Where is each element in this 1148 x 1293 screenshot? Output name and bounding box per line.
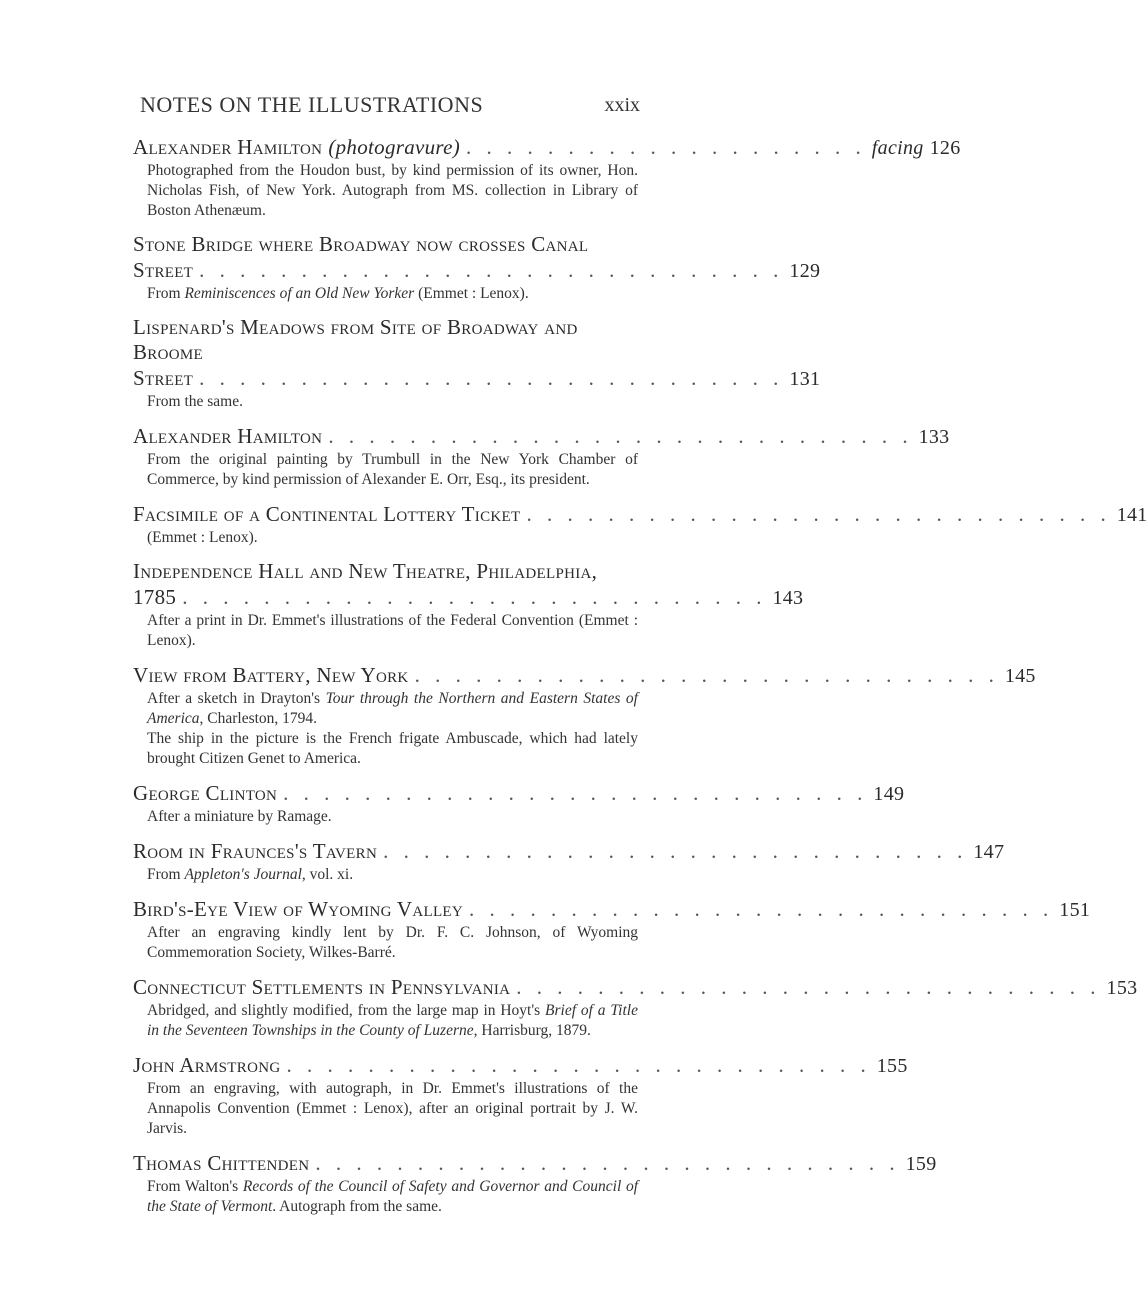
entry-page: 159 [905, 1153, 937, 1175]
running-title: NOTES ON THE ILLUSTRATIONS [140, 92, 484, 117]
entry-title: John Armstrong [133, 1053, 281, 1077]
entry-page: 141 [1116, 504, 1148, 526]
entry-description: From an engraving, with autograph, in Dr. Emmet's illustrations of the Annapolis Convention (Emmet : Lenox), after an original portrait by J. W. Jarvis. [147, 1080, 638, 1137]
entry-description: Photographed from the Houdon bust, by kind permission of its owner, Hon. Nicholas Fish, of New York. Autograph from MS. collection in Library of Boston Athenæum. [147, 162, 638, 219]
list-item [133, 501, 1148, 548]
entry-page: 131 [789, 368, 821, 390]
entry-description: (Emmet : Lenox). [147, 529, 258, 546]
leader-dots: . . . . . . . . . . . . . . . . . . . . . . . . . . . . . [286, 1053, 871, 1077]
list-item [133, 559, 804, 651]
entry-title: Alexander Hamilton [133, 424, 323, 448]
entry-description: From the original painting by Trumbull in the New York Chamber of Commerce, by kind permission of Alexander E. Orr, Esq., its president. [147, 451, 638, 488]
entry-description: After an engraving kindly lent by Dr. F. C. Johnson, of Wyoming Commemoration Society, Wilkes-Barré. [147, 924, 638, 961]
leader-dots: . . . . . . . . . . . . . . . . . . . . . . . . . . . . . [526, 502, 1111, 526]
page-number: xxix [604, 94, 640, 116]
entry-title: Connecticut Settlements in Pennsylvania [133, 975, 511, 999]
entry-page: 153 [1106, 977, 1138, 999]
entry-page: 129 [789, 260, 821, 282]
illustration-list [133, 134, 1148, 1228]
entry-title: George Clinton [133, 781, 278, 805]
list-item [133, 423, 950, 490]
list-item [133, 838, 1005, 885]
entry-title: Facsimile of a Continental Lottery Ticket [133, 502, 521, 526]
entry-title-note: (photogravure) [328, 135, 461, 159]
entry-title: Street [133, 366, 194, 390]
list-item [133, 662, 1036, 769]
entry-title-line: Independence Hall and New Theatre, Philadelphia, [133, 559, 598, 583]
entry-page: 133 [918, 426, 950, 448]
entry-page: 151 [1059, 899, 1091, 921]
entry-description: From Reminiscences of an Old New Yorker (Emmet : Lenox). [147, 285, 529, 302]
list-item [133, 780, 905, 827]
entry-title: Thomas Chittenden [133, 1151, 310, 1175]
entry-title: 1785 [133, 585, 177, 609]
entry-title-line: Lispenard's Meadows from Site of Broadway and Broome [133, 315, 578, 364]
entry-description: After a sketch in Drayton's Tour through the Northern and Eastern States of America, Charleston, 1794. [147, 690, 638, 727]
entry-description: After a miniature by Ramage. [147, 808, 332, 825]
leader-dots: . . . . . . . . . . . . . . . . . . . . . . . . . . . . . [199, 366, 784, 390]
list-item [133, 1052, 908, 1139]
entry-description: Abridged, and slightly modified, from the large map in Hoyt's Brief of a Title in the Seventeen Townships in the County of Luzerne, Harrisburg, 1879. [147, 1002, 638, 1039]
list-item [133, 974, 1138, 1041]
leader-dots: . . . . . . . . . . . . . . . . . . . . . . . . . . . . . [328, 424, 913, 448]
leader-dots: . . . . . . . . . . . . . . . . . . . . . . . . . . . . . [283, 781, 868, 805]
entry-title: Street [133, 258, 194, 282]
entry-title: Room in Fraunces's Tavern [133, 839, 378, 863]
leader-dots: . . . . . . . . . . . . . . . . . . . . . . . . . . . . . [182, 585, 767, 609]
list-item [133, 1150, 937, 1217]
running-header [140, 92, 640, 122]
leader-dots: . . . . . . . . . . . . . . . . . . . . . . . . . . . . . [516, 975, 1101, 999]
entry-page: 145 [1004, 665, 1036, 687]
entry-description-note: The ship in the picture is the French frigate Ambuscade, which had lately brought Citizen Genet to America. [147, 730, 638, 767]
list-item [133, 134, 961, 221]
entry-description: From Walton's Records of the Council of Safety and Governor and Council of the State of Vermont. Autograph from the same. [147, 1178, 639, 1215]
entry-page: 147 [973, 841, 1005, 863]
entry-title: View from Battery, New York [133, 663, 409, 687]
leader-dots: . . . . . . . . . . . . . . . . . . . . [466, 135, 866, 159]
leader-dots: . . . . . . . . . . . . . . . . . . . . . . . . . . . . . [469, 897, 1054, 921]
leader-dots: . . . . . . . . . . . . . . . . . . . . . . . . . . . . . [199, 258, 784, 282]
leader-dots: . . . . . . . . . . . . . . . . . . . . . . . . . . . . . [414, 663, 999, 687]
entry-page: 155 [876, 1055, 908, 1077]
leader-dots: . . . . . . . . . . . . . . . . . . . . . . . . . . . . . [315, 1151, 900, 1175]
entry-description: From the same. [147, 393, 243, 410]
entry-page: 149 [873, 783, 905, 805]
entry-description: After a print in Dr. Emmet's illustrations of the Federal Convention (Emmet : Lenox). [147, 612, 638, 649]
entry-description: From Appleton's Journal, vol. xi. [147, 866, 354, 883]
leader-dots: . . . . . . . . . . . . . . . . . . . . . . . . . . . . . [383, 839, 968, 863]
entry-page: 143 [772, 587, 804, 609]
list-item [133, 232, 821, 304]
facing-label: facing [871, 137, 924, 159]
list-item [133, 896, 1091, 963]
entry-title-line: Stone Bridge where Broadway now crosses Canal [133, 232, 589, 256]
entry-title: Alexander Hamilton [133, 135, 323, 159]
list-item [133, 315, 821, 412]
entry-title: Bird's-Eye View of Wyoming Valley [133, 897, 464, 921]
entry-page: 126 [929, 137, 961, 159]
